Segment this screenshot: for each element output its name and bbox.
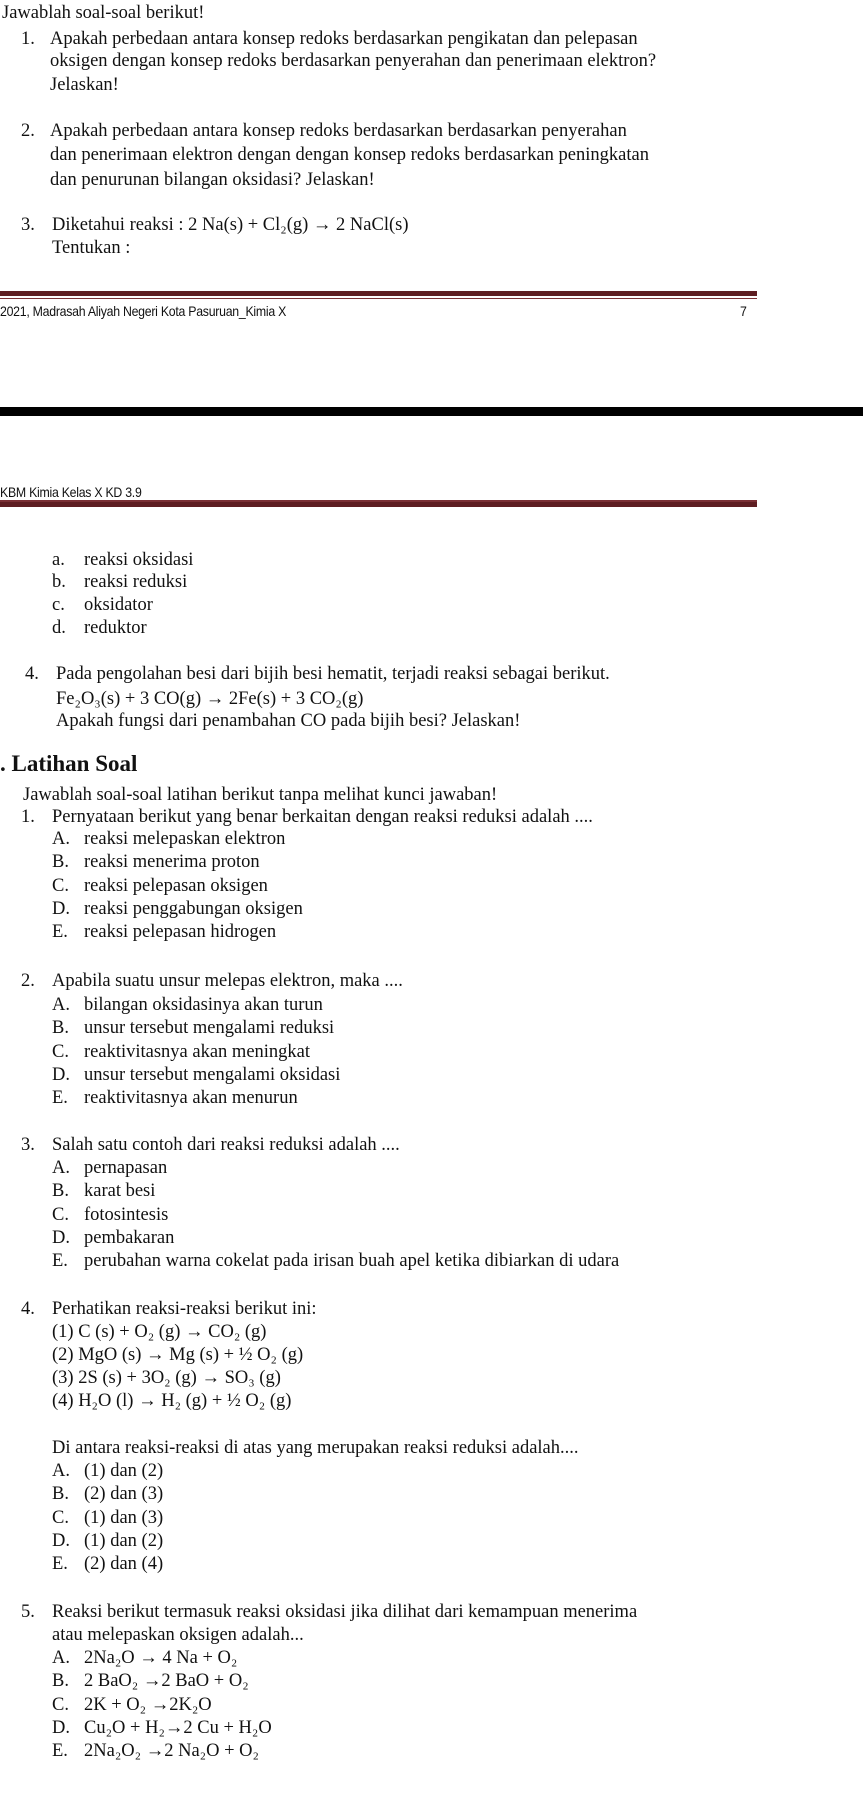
question-text: dan penurunan bilangan oksidasi? Jelaskan! [50, 170, 375, 190]
option-text: 2K + O₂ →2K₂O [84, 1694, 212, 1715]
sub-item-letter: c. [52, 595, 65, 615]
option-letter: D. [52, 1227, 70, 1248]
option-text: reaksi pelepasan oksigen [84, 875, 268, 896]
equation: Fe₂O₃(s) + 3 CO(g) → 2Fe(s) + 3 CO₂(g) [56, 689, 364, 709]
option-text: karat besi [84, 1181, 156, 1202]
option-text: bilangan oksidasinya akan turun [84, 995, 323, 1015]
option-letter: C. [52, 1204, 69, 1225]
question-number: 4. [25, 664, 39, 684]
reaction-item: (2) MgO (s) → Mg (s) + ½ O₂ (g) [52, 1345, 304, 1365]
page-separator [0, 407, 863, 416]
question-text: Reaksi berikut termasuk reaksi oksidasi jika dilihat dari kemampuan menerima [52, 1602, 638, 1622]
option-text: pernapasan [84, 1158, 168, 1178]
option-text: reaktivitasnya akan meningkat [84, 1041, 311, 1062]
option-letter: D. [52, 898, 70, 919]
question-text: Jelaskan! [50, 75, 119, 95]
reaction-item: (3) 2S (s) + 3O₂ (g) → SO₃ (g) [52, 1368, 281, 1388]
page-footer: 2021, Madrasah Aliyah Negeri Kota Pasuruan_Kimia X [0, 303, 287, 319]
option-letter: E. [52, 1741, 68, 1762]
page-number: 7 [740, 303, 747, 319]
option-letter: C. [52, 1507, 69, 1528]
sub-item-letter: a. [52, 550, 65, 570]
option-letter: A. [52, 1648, 70, 1668]
option-letter: B. [52, 1181, 69, 1202]
option-letter: E. [52, 922, 68, 943]
question-text: Salah satu contoh dari reaksi reduksi adalah .... [52, 1135, 400, 1155]
option-text: (2) dan (3) [84, 1484, 164, 1505]
option-text: 2 BaO₂ →2 BaO + O₂ [84, 1671, 249, 1692]
option-text: fotosintesis [84, 1204, 169, 1225]
option-letter: B. [52, 852, 69, 873]
option-letter: B. [52, 1018, 69, 1039]
question-number: 1. [21, 807, 35, 827]
option-letter: D. [52, 1717, 70, 1738]
question-text: Apakah fungsi dari penambahan CO pada bijih besi? Jelaskan! [56, 711, 521, 731]
page-header: KBM Kimia Kelas X KD 3.9 [0, 484, 142, 500]
question-text: Diketahui reaksi : 2 Na(s) + Cl₂(g) → 2 NaCl(s) [52, 215, 409, 235]
option-text: (2) dan (4) [84, 1554, 164, 1575]
option-text: unsur tersebut mengalami reduksi [84, 1018, 335, 1039]
sub-item-text: reduktor [84, 618, 147, 638]
sub-item-text: oksidator [84, 595, 153, 615]
question-text: Pernyataan berikut yang benar berkaitan dengan reaksi reduksi adalah .... [52, 807, 593, 827]
question-text: Pada pengolahan besi dari bijih besi hematit, terjadi reaksi sebagai berikut. [56, 664, 610, 684]
sub-item-text: reaksi oksidasi [84, 550, 194, 570]
question-number: 1. [21, 29, 35, 49]
option-letter: A. [52, 995, 70, 1015]
option-text: reaksi menerima proton [84, 852, 260, 873]
question-number: 2. [21, 971, 35, 991]
option-letter: D. [52, 1530, 70, 1551]
option-text: unsur tersebut mengalami oksidasi [84, 1064, 341, 1085]
sub-item-letter: b. [52, 572, 66, 592]
sub-item-text: reaksi reduksi [84, 572, 188, 592]
question-number: 3. [21, 215, 35, 235]
section-title: . Latihan Soal [0, 751, 138, 776]
question-text: Apakah perbedaan antara konsep redoks berdasarkan berdasarkan penyerahan [50, 121, 627, 141]
question-number: 2. [21, 121, 35, 141]
option-text: reaksi penggabungan oksigen [84, 898, 303, 919]
reaction-item: (4) H₂O (l) → H₂ (g) + ½ O₂ (g) [52, 1391, 292, 1411]
instructions: Jawablah soal-soal berikut! [2, 3, 205, 23]
question-number: 4. [21, 1299, 35, 1319]
option-letter: C. [52, 1694, 69, 1715]
option-text: reaksi melepaskan elektron [84, 829, 286, 849]
question-text: dan penerimaan elektron dengan dengan konsep redoks berdasarkan peningkatan [50, 145, 649, 165]
option-text: (1) dan (2) [84, 1530, 164, 1551]
option-letter: D. [52, 1064, 70, 1085]
option-letter: B. [52, 1671, 69, 1692]
question-text: oksigen dengan konsep redoks berdasarkan penyerahan dan penerimaan elektron? [50, 51, 657, 71]
option-letter: A. [52, 1461, 70, 1481]
option-text: reaktivitasnya akan menurun [84, 1088, 298, 1109]
footer-rule-thin [0, 298, 757, 300]
question-number: 5. [21, 1602, 35, 1622]
header-rule [0, 502, 757, 507]
option-letter: B. [52, 1484, 69, 1505]
option-text: Cu₂O + H₂→2 Cu + H₂O [84, 1717, 272, 1738]
option-letter: E. [52, 1251, 68, 1272]
option-text: perubahan warna cokelat pada irisan buah apel ketika dibiarkan di udara [84, 1251, 620, 1272]
option-letter: C. [52, 875, 69, 896]
option-text: 2Na₂O₂ →2 Na₂O + O₂ [84, 1741, 259, 1762]
question-text: Apakah perbedaan antara konsep redoks berdasarkan pengikatan dan pelepasan [50, 29, 638, 49]
question-text: Apabila suatu unsur melepas elektron, maka .... [52, 971, 403, 991]
option-text: 2Na₂O → 4 Na + O₂ [84, 1648, 238, 1668]
option-text: (1) dan (2) [84, 1461, 164, 1481]
question-text: Tentukan : [52, 238, 131, 258]
option-letter: E. [52, 1088, 68, 1109]
option-text: pembakaran [84, 1227, 175, 1248]
option-text: reaksi pelepasan hidrogen [84, 922, 277, 943]
question-prompt: Di antara reaksi-reaksi di atas yang merupakan reaksi reduksi adalah.... [52, 1438, 579, 1458]
question-number: 3. [21, 1135, 35, 1155]
option-letter: C. [52, 1041, 69, 1062]
question-text: Perhatikan reaksi-reaksi berikut ini: [52, 1299, 317, 1319]
reaction-item: (1) C (s) + O₂ (g) → CO₂ (g) [52, 1322, 267, 1342]
option-letter: A. [52, 1158, 70, 1178]
sub-item-letter: d. [52, 618, 66, 638]
question-text: atau melepaskan oksigen adalah... [52, 1625, 304, 1645]
option-text: (1) dan (3) [84, 1507, 164, 1528]
section-intro: Jawablah soal-soal latihan berikut tanpa melihat kunci jawaban! [23, 785, 498, 805]
option-letter: A. [52, 829, 70, 849]
footer-rule [0, 291, 757, 296]
option-letter: E. [52, 1554, 68, 1575]
